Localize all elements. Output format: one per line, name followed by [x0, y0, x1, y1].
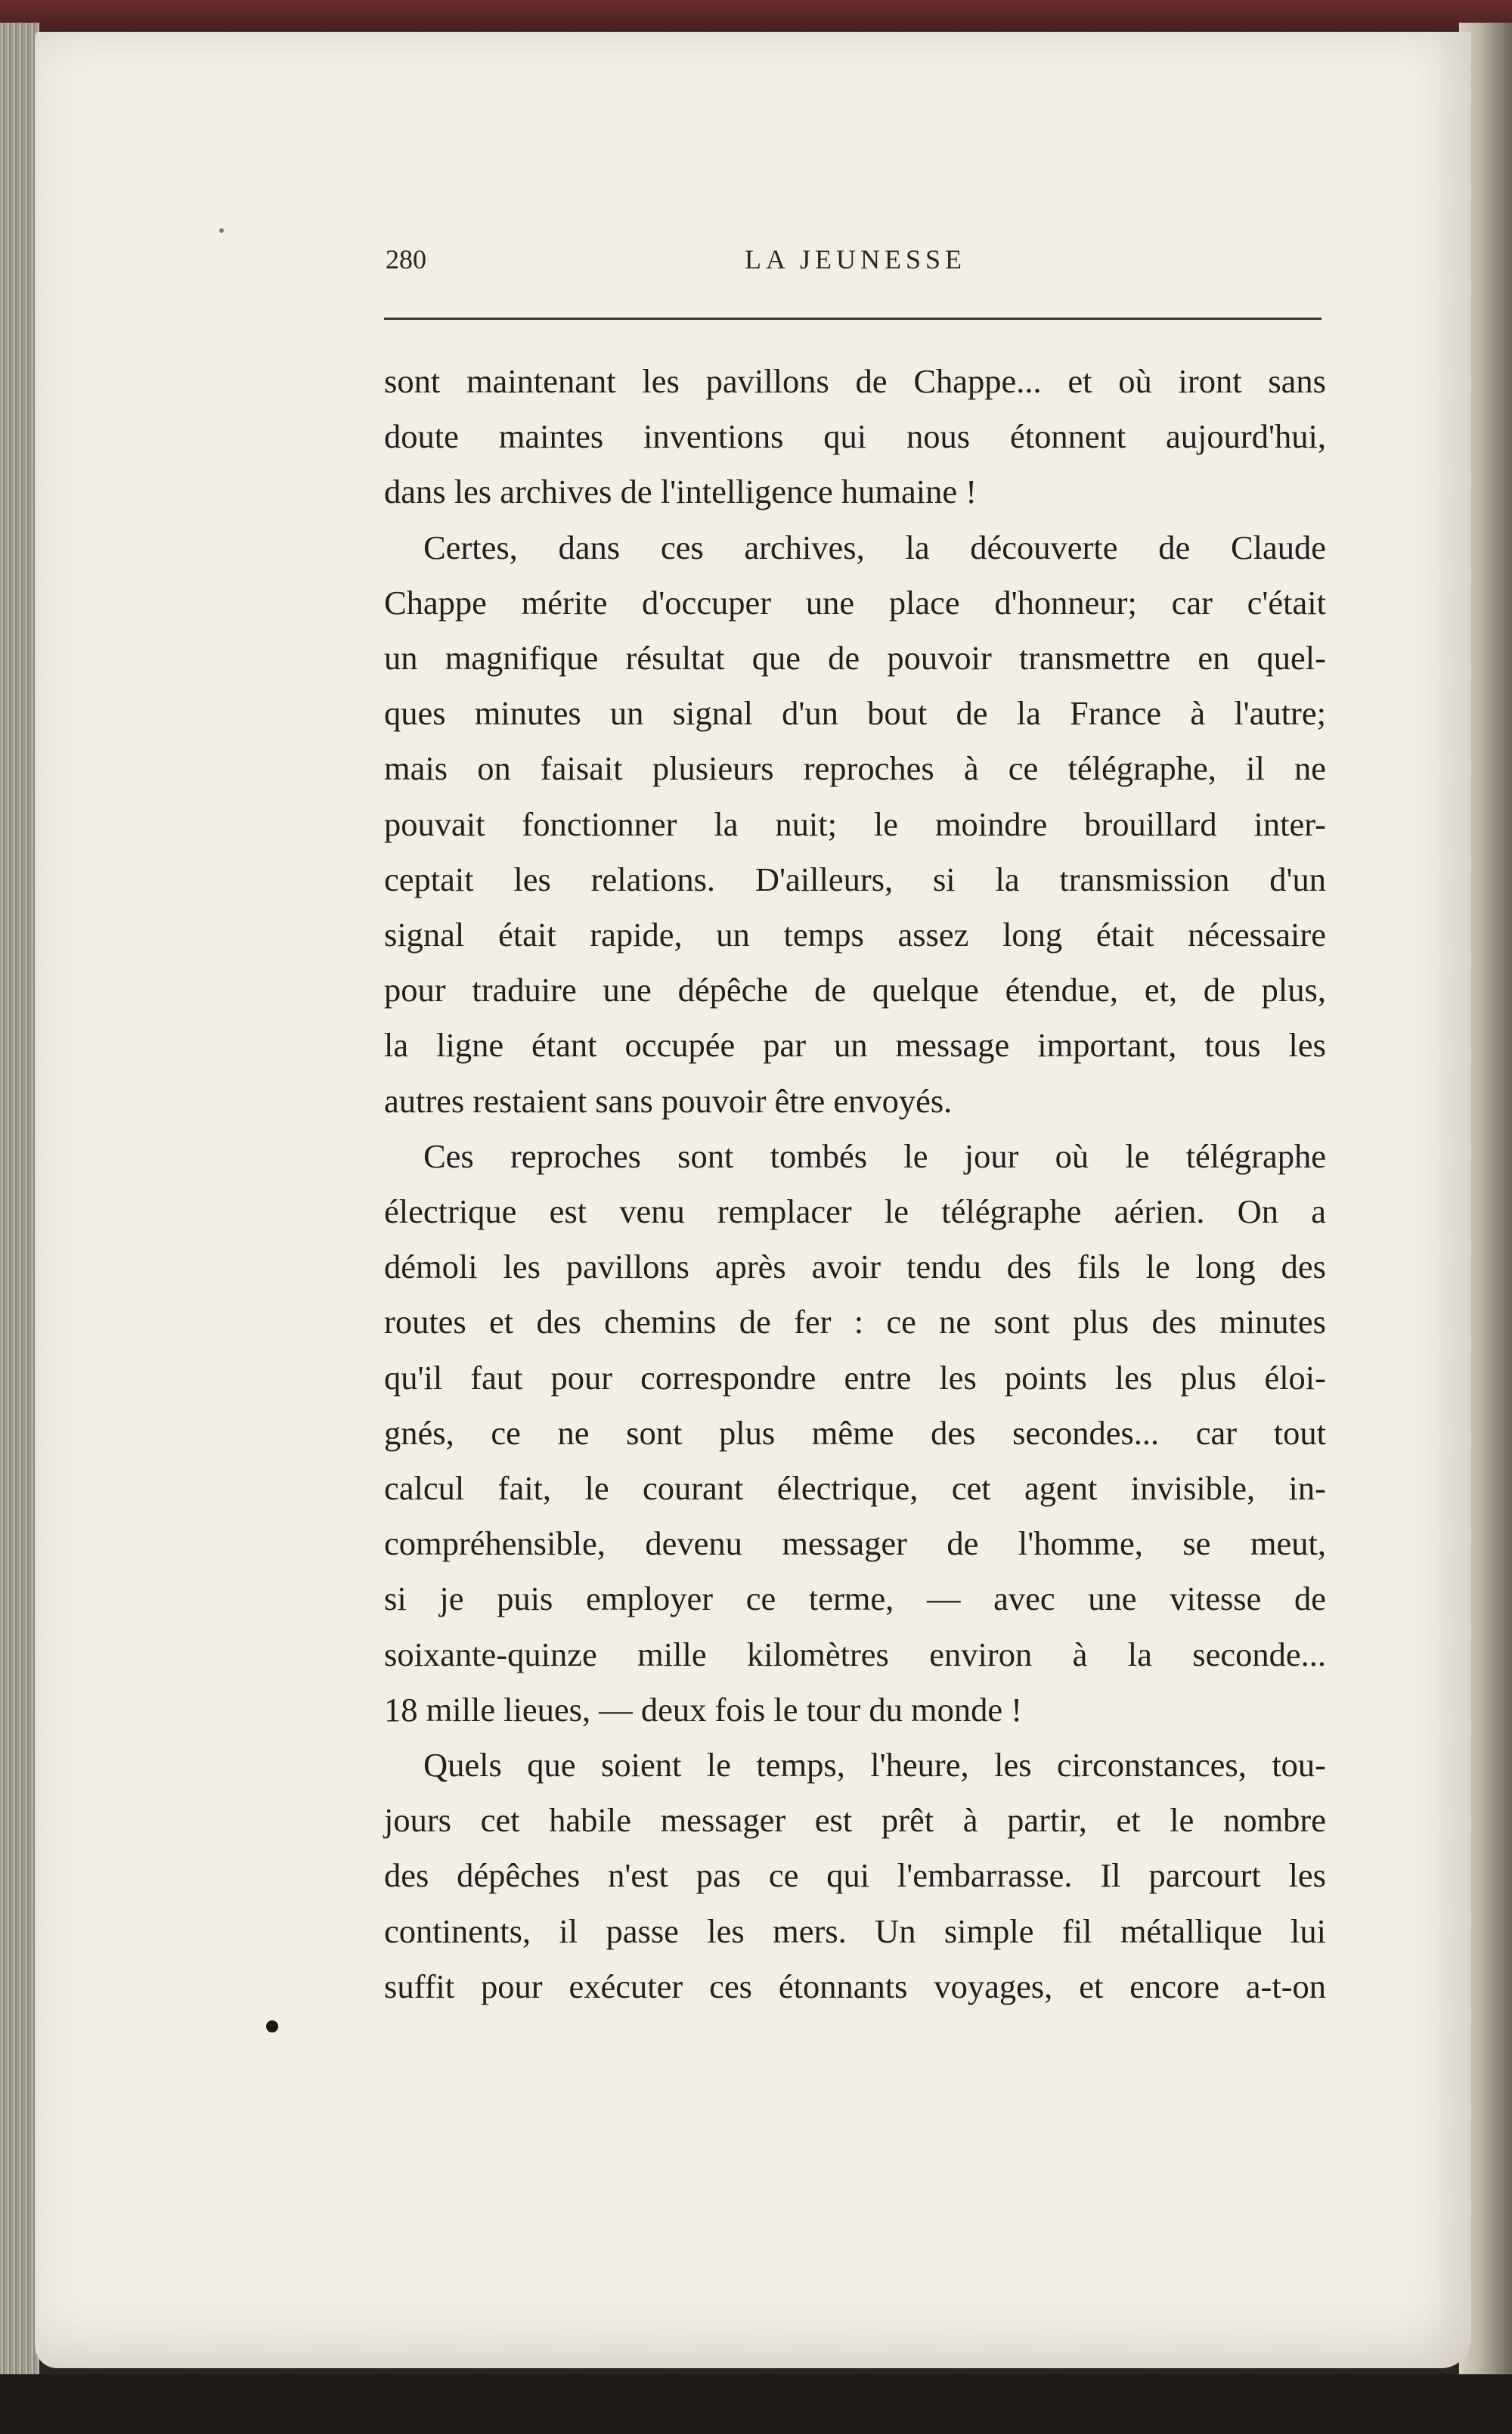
paper-speck: [219, 228, 224, 233]
text-line: mais on faisait plusieurs reproches à ce télégraphe, il ne: [384, 749, 1326, 788]
page-stack-edges: [0, 23, 39, 2374]
text-line: compréhensible, devenu messager de l'homme, se meut,: [384, 1524, 1326, 1563]
text-line: gnés, ce ne sont plus même des secondes... car tout: [384, 1413, 1326, 1452]
page-number: 280: [386, 244, 426, 274]
body-text: [384, 354, 1326, 2014]
text-line: sont maintenant les pavillons de Chappe... et où iront sans: [384, 362, 1326, 400]
background-bottom: [0, 2374, 1512, 2434]
text-line: autres restaient sans pouvoir être envoyés.: [384, 1081, 953, 1120]
text-line: dans les archives de l'intelligence humaine !: [384, 473, 978, 511]
text-line: des dépêches n'est pas ce qui l'embarrasse. Il parcourt les: [384, 1856, 1326, 1895]
text-line: un magnifique résultat que de pouvoir transmettre en quel-: [384, 639, 1326, 677]
text-line: ceptait les relations. D'ailleurs, si la transmission d'un: [384, 860, 1326, 898]
text-line: Quels que soient le temps, l'heure, les circonstances, tou-: [423, 1746, 1326, 1784]
text-line: Certes, dans ces archives, la découverte de Claude: [423, 528, 1326, 566]
text-line: jours cet habile messager est prêt à partir, et le nombre: [384, 1801, 1326, 1840]
text-line: Ces reproches sont tombés le jour où le télégraphe: [423, 1136, 1326, 1175]
text-line: pour traduire une dépêche de quelque étendue, et, de plus,: [384, 971, 1326, 1009]
text-line: signal était rapide, un temps assez long était nécessaire: [384, 916, 1326, 954]
text-line: ques minutes un signal d'un bout de la France à l'autre;: [384, 694, 1326, 733]
text-line: continents, il passe les mers. Un simple fil métallique lui: [384, 1912, 1326, 1950]
text-line: 18 mille lieues, — deux fois le tour du monde !: [384, 1690, 1023, 1729]
text-line: pouvait fonctionner la nuit; le moindre brouillard inter-: [384, 805, 1326, 843]
page-header: [386, 243, 1323, 289]
text-line: suffit pour exécuter ces étonnants voyages, et encore a-t-on: [384, 1967, 1326, 2005]
text-line: si je puis employer ce terme, — avec une vitesse de: [384, 1580, 1326, 1618]
text-line: qu'il faut pour correspondre entre les points les plus éloi-: [384, 1358, 1326, 1397]
text-line: soixante-quinze mille kilomètres environ à la seconde...: [384, 1635, 1326, 1673]
text-line: calcul fait, le courant électrique, cet agent invisible, in-: [384, 1469, 1326, 1508]
text-line: électrique est venu remplacer le télégraphe aérien. On a: [384, 1192, 1326, 1231]
text-line: démoli les pavillons après avoir tendu des fils le long des: [384, 1248, 1326, 1286]
text-line: routes et des chemins de fer : ce ne sont plus des minutes: [384, 1303, 1326, 1341]
running-title: LA JEUNESSE: [745, 244, 967, 274]
header-rule: [384, 318, 1321, 320]
text-line: Chappe mérite d'occuper une place d'honneur; car c'était: [384, 583, 1326, 622]
margin-dot: [266, 2020, 278, 2032]
text-line: doute maintes inventions qui nous étonnent aujourd'hui,: [384, 417, 1326, 456]
book-cover-edge: [0, 0, 1512, 30]
text-line: la ligne étant occupée par un message important, tous les: [384, 1026, 1326, 1065]
